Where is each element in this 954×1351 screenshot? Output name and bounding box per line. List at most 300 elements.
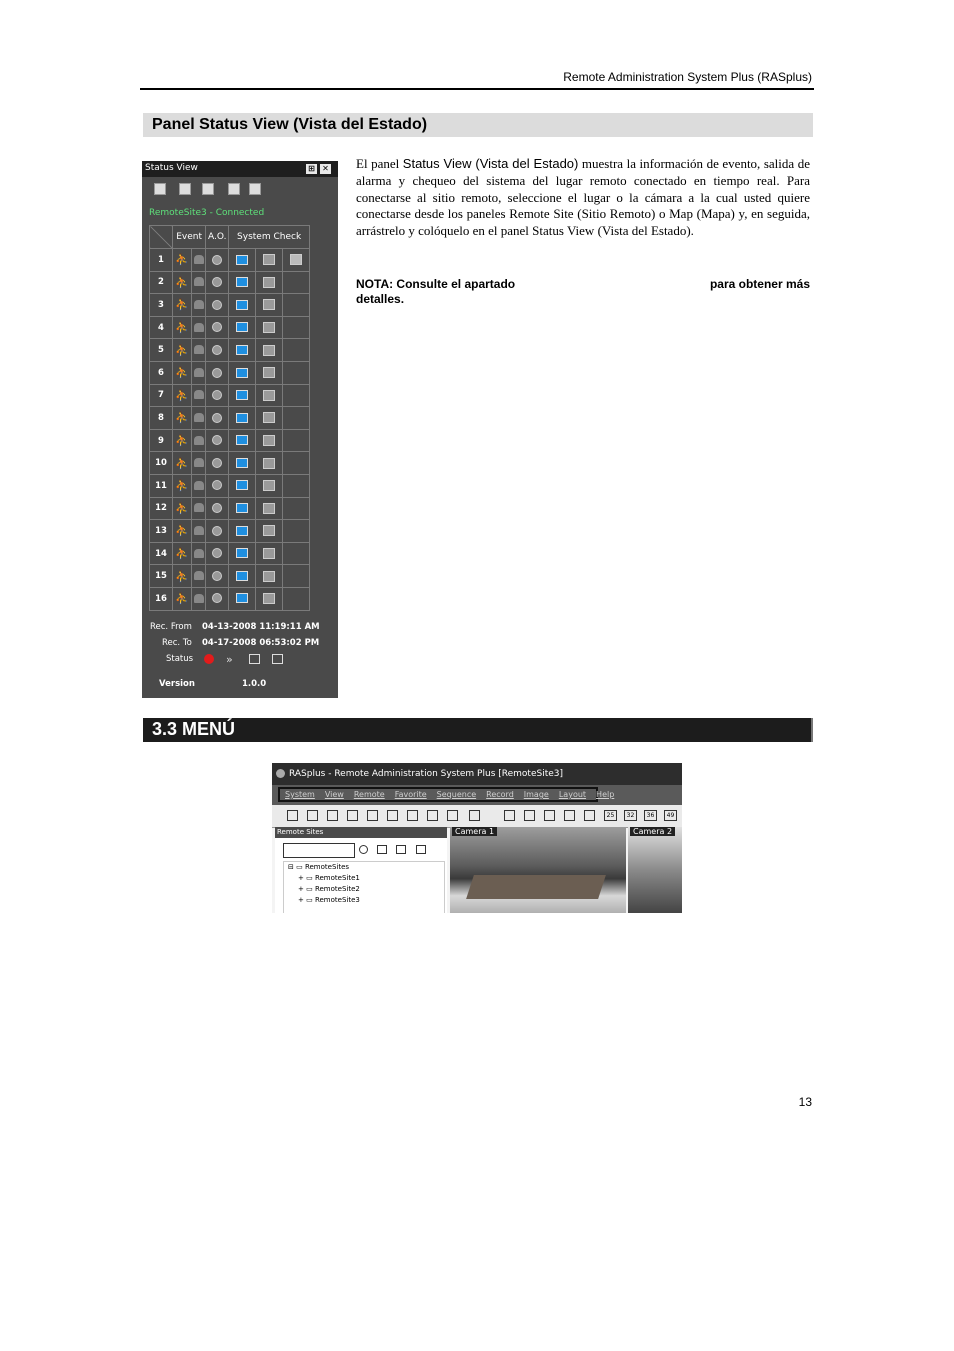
tree-item-label: RemoteSite1 <box>314 874 360 882</box>
camera-check-icon <box>229 294 256 317</box>
paragraph-text-start: El panel <box>356 156 403 171</box>
monitor-icon <box>236 255 248 265</box>
delete-icon[interactable] <box>416 845 426 854</box>
toolbar-button-icon[interactable] <box>287 810 298 821</box>
connect-icon[interactable] <box>179 183 191 195</box>
alarm-icon <box>192 474 206 497</box>
bell-icon <box>194 390 204 399</box>
monitor-icon <box>236 458 248 468</box>
event-icon <box>173 339 192 362</box>
extra-check-icon <box>283 429 310 452</box>
row-number: 9 <box>150 429 173 452</box>
recorder-check-icon <box>256 429 283 452</box>
version-value: 1.0.0 <box>242 679 267 689</box>
event-icon <box>173 407 192 430</box>
camera-check-icon <box>229 384 256 407</box>
camera-check-icon <box>229 271 256 294</box>
column-event: Event <box>173 226 206 249</box>
recorder-check-icon <box>256 249 283 272</box>
menu-item-favorite[interactable]: Favorite <box>394 790 427 799</box>
layout-36-button[interactable]: 36 <box>644 810 657 821</box>
running-header: Remote Administration System Plus (RASplus) <box>563 70 812 84</box>
camera-check-icon <box>229 474 256 497</box>
camera-check-icon <box>229 587 256 610</box>
ao-icon <box>206 249 229 272</box>
recorder-check-icon <box>256 294 283 317</box>
monitor-icon <box>236 413 248 423</box>
recorder-check-icon <box>256 361 283 384</box>
event-icon <box>173 429 192 452</box>
extra-check-icon <box>283 542 310 565</box>
alarm-icon <box>192 407 206 430</box>
event-icon <box>173 361 192 384</box>
status-view-title: Status View <box>145 163 198 173</box>
extra-check-icon <box>283 249 310 272</box>
motion-icon: ⛹ <box>175 411 189 425</box>
monitor-icon <box>236 480 248 490</box>
monitor-icon <box>236 593 248 603</box>
toolbar-button-icon[interactable] <box>367 810 378 821</box>
bell-icon <box>194 323 204 332</box>
monitor-icon <box>236 300 248 310</box>
row-number: 11 <box>150 474 173 497</box>
menu-item-help[interactable]: Help <box>596 790 615 799</box>
alarm-icon <box>192 497 206 520</box>
recorder-check-icon <box>256 587 283 610</box>
alarm-icon <box>192 249 206 272</box>
grid-icon <box>290 254 302 265</box>
recorder-check-icon <box>256 452 283 475</box>
status-label: Status <box>166 654 194 664</box>
row-number: 2 <box>150 271 173 294</box>
recorder-icon <box>263 254 275 265</box>
monitor-icon <box>236 277 248 287</box>
camera-check-icon <box>229 452 256 475</box>
row-number: 16 <box>150 587 173 610</box>
tree-item[interactable]: + ▭ RemoteSite1 <box>298 874 360 882</box>
monitor-icon <box>236 526 248 536</box>
network-icon[interactable] <box>202 183 214 195</box>
record-icon[interactable] <box>204 654 214 664</box>
motion-icon: ⛹ <box>175 366 189 380</box>
status-row[interactable] <box>150 407 310 430</box>
alarm-icon <box>192 294 206 317</box>
recorder-check-icon <box>256 497 283 520</box>
event-icon <box>173 587 192 610</box>
menu-item-sequence[interactable]: Sequence <box>436 790 477 799</box>
tree-item[interactable]: + ▭ RemoteSite3 <box>298 896 360 904</box>
ao-icon <box>206 271 229 294</box>
row-number: 7 <box>150 384 173 407</box>
recorder-check-icon <box>256 407 283 430</box>
row-number: 1 <box>150 249 173 272</box>
note-line2: detalles. <box>356 292 405 306</box>
edit-icon[interactable] <box>396 845 406 854</box>
section-heading-text: Panel Status View (Vista del Estado) <box>152 116 428 133</box>
lock-icon[interactable] <box>228 183 240 195</box>
ao-icon <box>206 294 229 317</box>
toolbar-button-icon[interactable] <box>327 810 338 821</box>
tree-root-label: RemoteSites <box>304 863 350 871</box>
toolbar-button-icon[interactable] <box>564 810 575 821</box>
extra-check-icon <box>283 474 310 497</box>
recorder-icon <box>263 277 275 288</box>
recorder-check-icon <box>256 384 283 407</box>
site-connection-status: RemoteSite3 - Connected <box>149 208 265 218</box>
rasplus-screenshot <box>272 763 682 913</box>
section-heading-status-view <box>143 113 813 137</box>
status-row[interactable] <box>150 542 310 565</box>
event-icon <box>173 294 192 317</box>
alarm-icon <box>192 452 206 475</box>
status-row[interactable] <box>150 520 310 543</box>
speaker-icon <box>212 368 222 378</box>
menu-item-view[interactable]: View <box>324 790 344 799</box>
motion-icon: ⛹ <box>175 253 189 267</box>
toolbar-button-icon[interactable] <box>469 810 480 821</box>
bell-icon <box>194 345 204 354</box>
bell-icon <box>194 436 204 445</box>
layout-49-button[interactable]: 49 <box>664 810 677 821</box>
toolbar-button-icon[interactable] <box>407 810 418 821</box>
menu-item-remote[interactable]: Remote <box>353 790 385 799</box>
monitor-icon <box>236 548 248 558</box>
toolbar-button-icon[interactable] <box>387 810 398 821</box>
motion-icon: ⛹ <box>175 434 189 448</box>
menu-item-system[interactable]: System <box>285 790 315 799</box>
motion-icon: ⛹ <box>175 298 189 312</box>
ao-icon <box>206 587 229 610</box>
menu-item-record[interactable]: Record <box>486 790 514 799</box>
recorder-icon <box>263 367 275 378</box>
recorder-icon <box>263 571 275 582</box>
ao-icon <box>206 407 229 430</box>
camera-check-icon <box>229 407 256 430</box>
event-icon <box>173 520 192 543</box>
intro-paragraph <box>356 156 810 240</box>
recorder-check-icon <box>256 316 283 339</box>
speaker-icon <box>212 255 222 265</box>
extra-check-icon <box>283 361 310 384</box>
recorder-icon <box>263 299 275 310</box>
toolbar-button-icon[interactable] <box>307 810 318 821</box>
export-icon[interactable] <box>154 183 166 195</box>
bell-icon <box>194 594 204 603</box>
extra-check-icon <box>283 520 310 543</box>
status-row[interactable] <box>150 316 310 339</box>
alarm-icon <box>192 565 206 588</box>
speaker-icon <box>212 413 222 423</box>
bell-icon <box>194 413 204 422</box>
recorder-check-icon <box>256 565 283 588</box>
event-icon <box>173 474 192 497</box>
speaker-icon <box>212 458 222 468</box>
monitor-icon <box>236 322 248 332</box>
grid-corner <box>150 226 173 249</box>
site-search-input[interactable] <box>283 843 355 858</box>
alarm-icon <box>192 542 206 565</box>
alarm-icon <box>192 587 206 610</box>
tree-root[interactable]: ⊟ ▭ RemoteSites <box>288 863 350 871</box>
status-row[interactable] <box>150 429 310 452</box>
extra-check-icon <box>283 384 310 407</box>
camera-check-icon <box>229 316 256 339</box>
bell-icon <box>194 458 204 467</box>
version-label: Version <box>159 679 195 689</box>
recorder-check-icon <box>256 520 283 543</box>
row-number: 15 <box>150 565 173 588</box>
toolbar-button-icon[interactable] <box>447 810 458 821</box>
page-number: 13 <box>798 1095 812 1109</box>
header-rule <box>140 88 814 90</box>
status-row[interactable] <box>150 565 310 588</box>
extra-check-icon <box>283 587 310 610</box>
rasplus-title: RASplus - Remote Administration System Plus [RemoteSite3] <box>289 769 563 779</box>
note-left: NOTA: Consulte el apartado <box>356 277 516 291</box>
status-view-titlebar <box>142 161 338 177</box>
remote-sites-title: Remote Sites <box>277 828 324 836</box>
rasplus-toolbar <box>272 805 682 828</box>
rasplus-menubar <box>272 785 682 805</box>
camera-check-icon <box>229 542 256 565</box>
speaker-icon <box>212 526 222 536</box>
motion-icon: ⛹ <box>175 547 189 561</box>
motion-icon: ⛹ <box>175 569 189 583</box>
filter-icon[interactable] <box>377 845 387 854</box>
speaker-icon <box>212 345 222 355</box>
rec-from-label: Rec. From <box>150 622 192 632</box>
alarm-icon <box>192 339 206 362</box>
row-number: 13 <box>150 520 173 543</box>
tree-item[interactable]: + ▭ RemoteSite2 <box>298 885 360 893</box>
ao-icon <box>206 542 229 565</box>
row-number: 5 <box>150 339 173 362</box>
status-row[interactable] <box>150 294 310 317</box>
extra-check-icon <box>283 497 310 520</box>
ao-icon <box>206 384 229 407</box>
motion-icon: ⛹ <box>175 524 189 538</box>
speaker-icon <box>212 277 222 287</box>
recorder-icon <box>263 480 275 491</box>
note-block <box>356 277 810 307</box>
close-icon[interactable]: ✕ <box>320 164 331 174</box>
monitor-icon <box>236 390 248 400</box>
ao-icon <box>206 361 229 384</box>
motion-icon: ⛹ <box>175 275 189 289</box>
row-number: 10 <box>150 452 173 475</box>
status-grid <box>149 225 310 611</box>
recorder-icon <box>263 458 275 469</box>
row-number: 3 <box>150 294 173 317</box>
alarm-icon <box>192 520 206 543</box>
toolbar-button-icon[interactable] <box>584 810 595 821</box>
camera-check-icon <box>229 520 256 543</box>
site-tree <box>283 861 445 913</box>
camera-check-icon <box>229 497 256 520</box>
speaker-icon <box>212 480 222 490</box>
bell-icon <box>194 526 204 535</box>
rec-to-value: 04-17-2008 06:53:02 PM <box>202 638 320 648</box>
recorder-icon <box>263 503 275 514</box>
extra-check-icon <box>283 294 310 317</box>
camera-1-view[interactable] <box>450 827 626 913</box>
monitor-icon <box>236 345 248 355</box>
event-icon <box>173 249 192 272</box>
menu-highlight-box <box>278 787 615 802</box>
status-row[interactable] <box>150 339 310 362</box>
alarm-icon <box>192 361 206 384</box>
status-view-panel <box>142 161 338 698</box>
column-ao: A.O. <box>206 226 229 249</box>
speaker-icon <box>212 593 222 603</box>
monitor-icon <box>236 503 248 513</box>
camera-1-label: Camera 1 <box>452 827 497 836</box>
list-icon[interactable] <box>249 654 260 664</box>
extra-check-icon <box>283 565 310 588</box>
recorder-icon <box>263 345 275 356</box>
camera-check-icon <box>229 565 256 588</box>
bell-icon <box>194 549 204 558</box>
conference-table <box>466 875 606 899</box>
camera-check-icon <box>229 429 256 452</box>
status-view-toolbar <box>142 181 338 199</box>
status-row[interactable] <box>150 271 310 294</box>
recorder-check-icon <box>256 339 283 362</box>
play-icon[interactable]: » <box>226 653 233 666</box>
ao-icon <box>206 497 229 520</box>
copy-icon[interactable] <box>272 654 283 664</box>
monitor-icon <box>236 368 248 378</box>
extra-check-icon <box>283 316 310 339</box>
recorder-icon <box>263 593 275 604</box>
alarm-icon <box>192 429 206 452</box>
alarm-icon <box>192 316 206 339</box>
section-heading-menu-text: 3.3 MENÚ <box>152 719 236 739</box>
status-row[interactable] <box>150 587 310 610</box>
camera-check-icon <box>229 339 256 362</box>
paragraph-text-rest: muestra la información de evento, salida de alarma y chequeo del sistema del lugar remoto conectado en tiempo real. Para conectarse al sitio remoto, seleccione el lugar o la cámara a la cual usted quiere conectarse desde los paneles Remote Site (Sitio Remoto) o Map (Mapa) y, en seguida, arrástrelo y colóquelo en el panel Status View (Vista del Estado). <box>356 156 810 239</box>
status-row[interactable] <box>150 361 310 384</box>
event-icon <box>173 452 192 475</box>
row-number: 8 <box>150 407 173 430</box>
speaker-icon <box>212 571 222 581</box>
rec-to-label: Rec. To <box>162 638 192 648</box>
event-icon <box>173 316 192 339</box>
tree-item-label: RemoteSite3 <box>314 896 360 904</box>
alarm-icon <box>192 271 206 294</box>
bell-icon <box>194 481 204 490</box>
extra-check-icon <box>283 339 310 362</box>
event-icon <box>173 271 192 294</box>
toolbar-button-icon[interactable] <box>427 810 438 821</box>
info-icon[interactable] <box>249 183 261 195</box>
bell-icon <box>194 277 204 286</box>
speaker-icon <box>212 435 222 445</box>
bell-icon <box>194 503 204 512</box>
app-logo-icon <box>276 769 285 778</box>
recorder-icon <box>263 390 275 401</box>
status-row[interactable] <box>150 249 310 272</box>
recorder-icon <box>263 322 275 333</box>
ao-icon <box>206 565 229 588</box>
toolbar-button-icon[interactable] <box>544 810 555 821</box>
column-system-check: System Check <box>229 226 310 249</box>
event-icon <box>173 565 192 588</box>
layout-25-button[interactable]: 25 <box>604 810 617 821</box>
toolbar-button-icon[interactable] <box>524 810 535 821</box>
extra-check-icon <box>283 271 310 294</box>
rasplus-titlebar <box>272 763 682 785</box>
alarm-icon <box>192 384 206 407</box>
speaker-icon <box>212 548 222 558</box>
recorder-icon <box>263 412 275 423</box>
row-number: 14 <box>150 542 173 565</box>
recorder-icon <box>263 525 275 536</box>
search-icon[interactable] <box>359 845 368 854</box>
extra-check-icon <box>283 452 310 475</box>
recorder-check-icon <box>256 542 283 565</box>
event-icon <box>173 384 192 407</box>
pin-icon[interactable]: ⊞ <box>306 164 317 174</box>
recorder-check-icon <box>256 474 283 497</box>
speaker-icon <box>212 390 222 400</box>
remote-sites-panel <box>275 827 447 913</box>
ao-icon <box>206 452 229 475</box>
status-row[interactable] <box>150 384 310 407</box>
camera-check-icon <box>229 361 256 384</box>
bell-icon <box>194 368 204 377</box>
note-right: para obtener más <box>709 277 810 291</box>
event-icon <box>173 497 192 520</box>
row-number: 6 <box>150 361 173 384</box>
status-row[interactable] <box>150 452 310 475</box>
motion-icon: ⛹ <box>175 343 189 357</box>
section-heading-menu <box>143 718 813 742</box>
bell-icon <box>194 255 204 264</box>
camera-2-view[interactable] <box>628 827 682 913</box>
camera-check-icon <box>229 249 256 272</box>
status-row[interactable] <box>150 497 310 520</box>
row-number: 12 <box>150 497 173 520</box>
layout-32-button[interactable]: 32 <box>624 810 637 821</box>
ao-icon <box>206 429 229 452</box>
motion-icon: ⛹ <box>175 501 189 515</box>
bell-icon <box>194 300 204 309</box>
menu-item-image[interactable]: Image <box>523 790 549 799</box>
bell-icon <box>194 571 204 580</box>
camera-2-label: Camera 2 <box>630 827 675 836</box>
motion-icon: ⛹ <box>175 456 189 470</box>
ao-icon <box>206 474 229 497</box>
event-icon <box>173 542 192 565</box>
speaker-icon <box>212 503 222 513</box>
rec-from-value: 04-13-2008 11:19:11 AM <box>202 622 320 632</box>
status-row[interactable] <box>150 474 310 497</box>
menu-item-layout[interactable]: Layout <box>558 790 587 799</box>
recorder-icon <box>263 548 275 559</box>
toolbar-button-icon[interactable] <box>347 810 358 821</box>
motion-icon: ⛹ <box>175 479 189 493</box>
remote-sites-titlebar <box>275 827 447 838</box>
speaker-icon <box>212 300 222 310</box>
recorder-check-icon <box>256 271 283 294</box>
tree-item-label: RemoteSite2 <box>314 885 360 893</box>
monitor-icon <box>236 435 248 445</box>
ao-icon <box>206 316 229 339</box>
toolbar-button-icon[interactable] <box>504 810 515 821</box>
ao-icon <box>206 339 229 362</box>
row-number: 4 <box>150 316 173 339</box>
